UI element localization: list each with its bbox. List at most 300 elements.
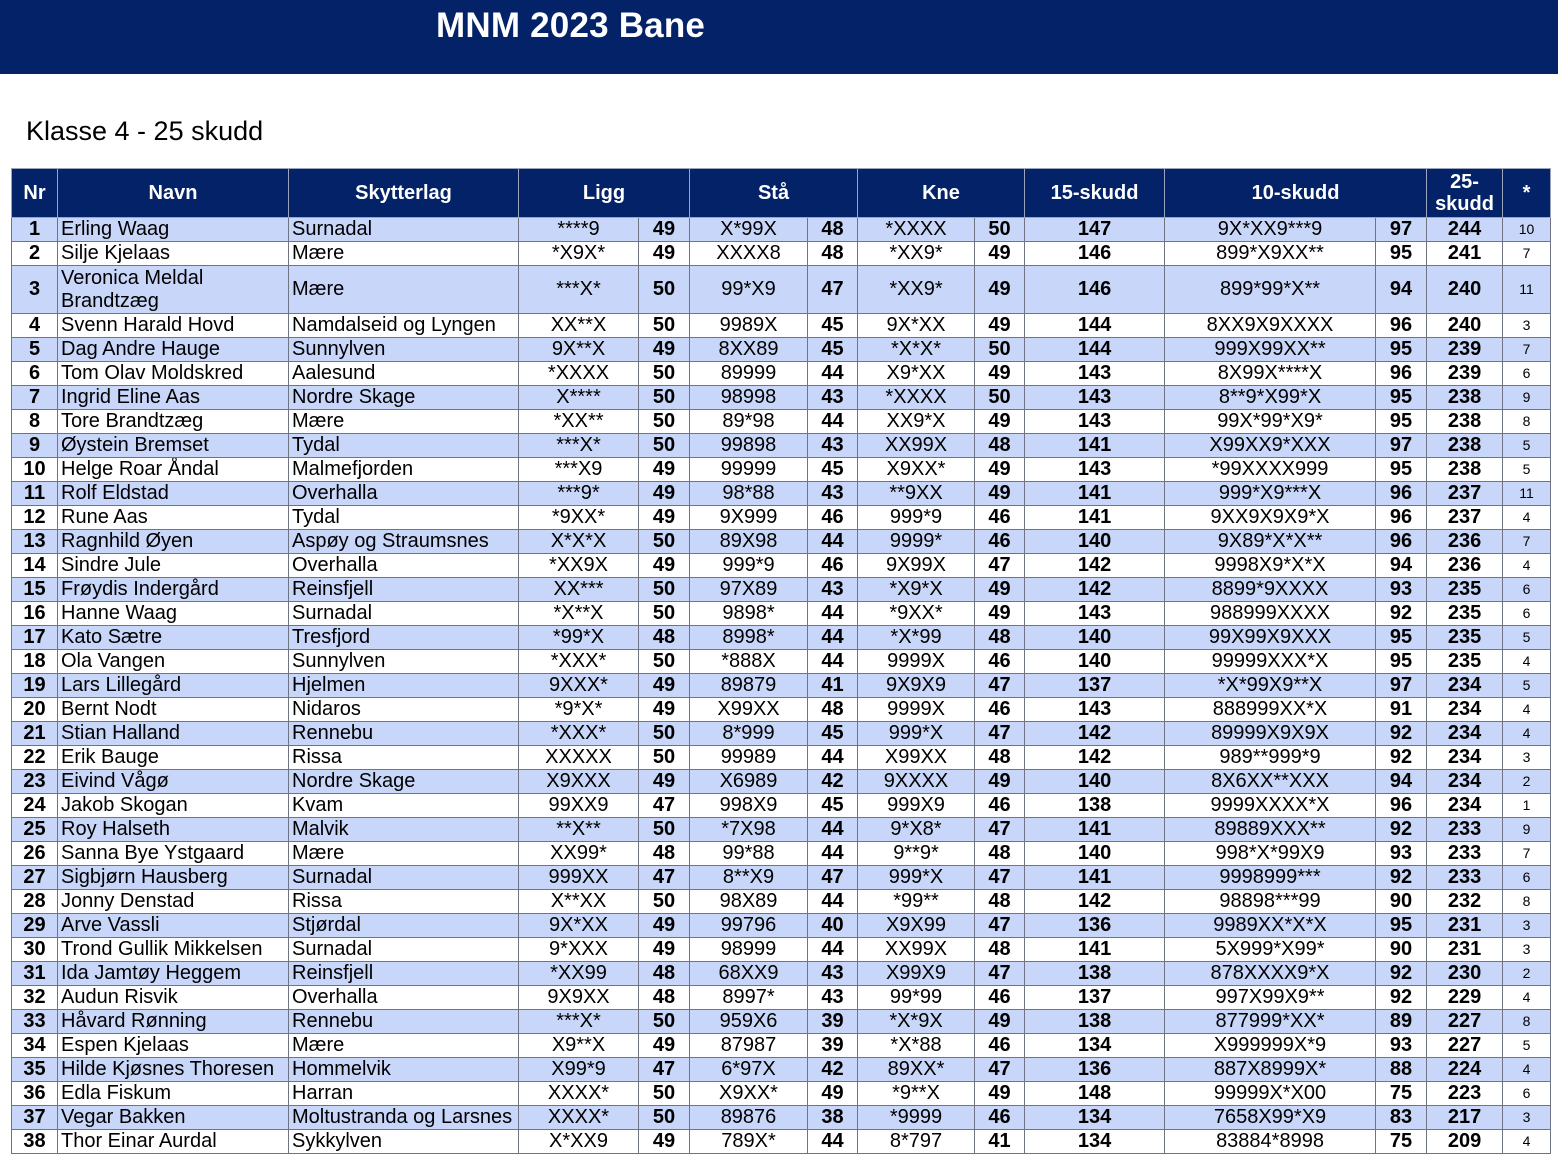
table-row: [12, 890, 1551, 914]
table-row: [12, 698, 1551, 722]
s10-series-cell: *X*99X9**X: [1165, 674, 1376, 698]
club-cell: Overhalla: [289, 482, 519, 506]
kne-sum-cell: 47: [975, 818, 1025, 842]
name-cell: Eivind Vågø: [58, 770, 289, 794]
inner-tens-cell: 6: [1503, 866, 1551, 890]
club-cell: Nordre Skage: [289, 386, 519, 410]
sta-series-cell: XXXX8: [690, 242, 808, 266]
inner-tens-cell: 5: [1503, 434, 1551, 458]
sta-series-cell: 8998*: [690, 626, 808, 650]
s10-sum-cell: 96: [1376, 530, 1427, 554]
inner-tens-cell: 5: [1503, 626, 1551, 650]
rank-cell: 32: [12, 986, 58, 1010]
ligg-sum-cell: 50: [639, 266, 690, 314]
s10-series-cell: 878XXXX9*X: [1165, 962, 1376, 986]
total-15-cell: 134: [1025, 1034, 1165, 1058]
col-header-skytterlag: Skytterlag: [289, 169, 519, 218]
ligg-sum-cell: 49: [639, 1034, 690, 1058]
kne-series-cell: *9999: [858, 1106, 975, 1130]
total-25-cell: 224: [1427, 1058, 1503, 1082]
ligg-sum-cell: 49: [639, 698, 690, 722]
kne-sum-cell: 49: [975, 266, 1025, 314]
name-cell: Helge Roar Åndal: [58, 458, 289, 482]
kne-sum-cell: 46: [975, 698, 1025, 722]
inner-tens-cell: 3: [1503, 314, 1551, 338]
sta-series-cell: 89*98: [690, 410, 808, 434]
club-cell: Surnadal: [289, 938, 519, 962]
kne-sum-cell: 50: [975, 338, 1025, 362]
rank-cell: 35: [12, 1058, 58, 1082]
inner-tens-cell: 6: [1503, 362, 1551, 386]
table-row: [12, 458, 1551, 482]
kne-sum-cell: 47: [975, 722, 1025, 746]
ligg-sum-cell: 50: [639, 722, 690, 746]
inner-tens-cell: 7: [1503, 338, 1551, 362]
sta-series-cell: 8997*: [690, 986, 808, 1010]
name-cell: Sigbjørn Hausberg: [58, 866, 289, 890]
ligg-series-cell: 999XX: [519, 866, 639, 890]
kne-series-cell: *XXXX: [858, 218, 975, 242]
sta-sum-cell: 43: [808, 482, 858, 506]
name-cell: Ida Jamtøy Heggem: [58, 962, 289, 986]
name-cell: Øystein Bremset: [58, 434, 289, 458]
ligg-series-cell: **X**: [519, 818, 639, 842]
ligg-sum-cell: 49: [639, 938, 690, 962]
sta-series-cell: 99999: [690, 458, 808, 482]
s10-series-cell: 8XX9X9XXXX: [1165, 314, 1376, 338]
sta-sum-cell: 45: [808, 722, 858, 746]
kne-series-cell: X9*XX: [858, 362, 975, 386]
total-25-cell: 233: [1427, 842, 1503, 866]
inner-tens-cell: 3: [1503, 1106, 1551, 1130]
rank-cell: 12: [12, 506, 58, 530]
sta-sum-cell: 46: [808, 506, 858, 530]
total-15-cell: 141: [1025, 866, 1165, 890]
s10-sum-cell: 95: [1376, 410, 1427, 434]
rank-cell: 10: [12, 458, 58, 482]
table-row: [12, 266, 1551, 314]
sta-sum-cell: 44: [808, 362, 858, 386]
kne-series-cell: *XX9*: [858, 266, 975, 314]
ligg-sum-cell: 49: [639, 506, 690, 530]
sta-series-cell: 959X6: [690, 1010, 808, 1034]
ligg-series-cell: *9XX*: [519, 506, 639, 530]
club-cell: Malmefjorden: [289, 458, 519, 482]
inner-tens-cell: 8: [1503, 1010, 1551, 1034]
total-15-cell: 144: [1025, 338, 1165, 362]
total-25-cell: 234: [1427, 698, 1503, 722]
s10-sum-cell: 89: [1376, 1010, 1427, 1034]
s10-sum-cell: 96: [1376, 362, 1427, 386]
table-row: [12, 866, 1551, 890]
sta-sum-cell: 42: [808, 1058, 858, 1082]
sta-sum-cell: 39: [808, 1010, 858, 1034]
kne-sum-cell: 46: [975, 1034, 1025, 1058]
s10-sum-cell: 97: [1376, 674, 1427, 698]
kne-sum-cell: 49: [975, 1010, 1025, 1034]
s10-series-cell: 98898***99: [1165, 890, 1376, 914]
ligg-series-cell: 9XXX*: [519, 674, 639, 698]
ligg-sum-cell: 49: [639, 674, 690, 698]
s10-sum-cell: 92: [1376, 746, 1427, 770]
club-cell: Mære: [289, 1034, 519, 1058]
sta-series-cell: 89X98: [690, 530, 808, 554]
ligg-series-cell: 9X**X: [519, 338, 639, 362]
name-cell: Arve Vassli: [58, 914, 289, 938]
club-cell: Mære: [289, 266, 519, 314]
sta-sum-cell: 48: [808, 218, 858, 242]
sta-sum-cell: 41: [808, 674, 858, 698]
total-25-cell: 241: [1427, 242, 1503, 266]
sta-series-cell: 98998: [690, 386, 808, 410]
club-cell: Stjørdal: [289, 914, 519, 938]
inner-tens-cell: 11: [1503, 482, 1551, 506]
club-cell: Hommelvik: [289, 1058, 519, 1082]
inner-tens-cell: 5: [1503, 1034, 1551, 1058]
club-cell: Moltustranda og Larsnes: [289, 1106, 519, 1130]
sta-series-cell: 97X89: [690, 578, 808, 602]
table-row: [12, 938, 1551, 962]
name-cell: Bernt Nodt: [58, 698, 289, 722]
ligg-series-cell: *99*X: [519, 626, 639, 650]
ligg-series-cell: *X**X: [519, 602, 639, 626]
table-row: [12, 1034, 1551, 1058]
s10-series-cell: 99X99X9XXX: [1165, 626, 1376, 650]
s10-sum-cell: 94: [1376, 770, 1427, 794]
s10-sum-cell: 95: [1376, 386, 1427, 410]
club-cell: Tydal: [289, 506, 519, 530]
s10-series-cell: 9998X9*X*X: [1165, 554, 1376, 578]
sta-sum-cell: 44: [808, 842, 858, 866]
total-25-cell: 231: [1427, 914, 1503, 938]
table-row: [12, 722, 1551, 746]
s10-series-cell: 8**9*X99*X: [1165, 386, 1376, 410]
sta-series-cell: 98999: [690, 938, 808, 962]
sta-series-cell: 9X999: [690, 506, 808, 530]
s10-sum-cell: 97: [1376, 218, 1427, 242]
table-row: [12, 218, 1551, 242]
rank-cell: 16: [12, 602, 58, 626]
kne-sum-cell: 49: [975, 1082, 1025, 1106]
total-25-cell: 234: [1427, 746, 1503, 770]
s10-sum-cell: 88: [1376, 1058, 1427, 1082]
ligg-sum-cell: 50: [639, 650, 690, 674]
table-row: [12, 530, 1551, 554]
ligg-sum-cell: 48: [639, 986, 690, 1010]
s10-series-cell: X99XX9*XXX: [1165, 434, 1376, 458]
rank-cell: 36: [12, 1082, 58, 1106]
total-15-cell: 134: [1025, 1130, 1165, 1154]
sta-series-cell: 8XX89: [690, 338, 808, 362]
sta-series-cell: 68XX9: [690, 962, 808, 986]
table-row: [12, 650, 1551, 674]
sta-series-cell: 98*88: [690, 482, 808, 506]
table-row: [12, 986, 1551, 1010]
total-15-cell: 143: [1025, 698, 1165, 722]
club-cell: Sykkylven: [289, 1130, 519, 1154]
inner-tens-cell: 4: [1503, 1130, 1551, 1154]
total-15-cell: 143: [1025, 386, 1165, 410]
rank-cell: 31: [12, 962, 58, 986]
club-cell: Tresfjord: [289, 626, 519, 650]
name-cell: Jakob Skogan: [58, 794, 289, 818]
name-cell: Thor Einar Aurdal: [58, 1130, 289, 1154]
name-cell: Sindre Jule: [58, 554, 289, 578]
inner-tens-cell: 4: [1503, 1058, 1551, 1082]
ligg-sum-cell: 50: [639, 746, 690, 770]
total-25-cell: 239: [1427, 338, 1503, 362]
total-25-cell: 227: [1427, 1010, 1503, 1034]
kne-series-cell: X99X9: [858, 962, 975, 986]
ligg-series-cell: X9XXX: [519, 770, 639, 794]
total-15-cell: 143: [1025, 362, 1165, 386]
inner-tens-cell: 3: [1503, 938, 1551, 962]
rank-cell: 21: [12, 722, 58, 746]
total-15-cell: 143: [1025, 602, 1165, 626]
total-15-cell: 141: [1025, 938, 1165, 962]
club-cell: Sunnylven: [289, 650, 519, 674]
total-25-cell: 239: [1427, 362, 1503, 386]
club-cell: Surnadal: [289, 602, 519, 626]
total-15-cell: 138: [1025, 794, 1165, 818]
s10-series-cell: 89999X9X9X: [1165, 722, 1376, 746]
kne-sum-cell: 41: [975, 1130, 1025, 1154]
club-cell: Mære: [289, 842, 519, 866]
col-header-25-skudd: 25-skudd: [1427, 169, 1503, 218]
kne-series-cell: *X9*X: [858, 578, 975, 602]
name-cell: Dag Andre Hauge: [58, 338, 289, 362]
name-cell: Stian Halland: [58, 722, 289, 746]
inner-tens-cell: 7: [1503, 242, 1551, 266]
rank-cell: 14: [12, 554, 58, 578]
total-25-cell: 237: [1427, 506, 1503, 530]
sta-series-cell: 9898*: [690, 602, 808, 626]
s10-sum-cell: 95: [1376, 650, 1427, 674]
sta-series-cell: 6*97X: [690, 1058, 808, 1082]
ligg-series-cell: X*XX9: [519, 1130, 639, 1154]
kne-series-cell: 999X9: [858, 794, 975, 818]
kne-sum-cell: 47: [975, 866, 1025, 890]
inner-tens-cell: 1: [1503, 794, 1551, 818]
kne-sum-cell: 48: [975, 746, 1025, 770]
kne-sum-cell: 46: [975, 506, 1025, 530]
club-cell: Nidaros: [289, 698, 519, 722]
table-row: [12, 482, 1551, 506]
s10-series-cell: 89889XXX**: [1165, 818, 1376, 842]
rank-cell: 23: [12, 770, 58, 794]
sta-series-cell: X9XX*: [690, 1082, 808, 1106]
kne-series-cell: **9XX: [858, 482, 975, 506]
kne-sum-cell: 50: [975, 218, 1025, 242]
total-15-cell: 142: [1025, 746, 1165, 770]
total-25-cell: 234: [1427, 722, 1503, 746]
kne-sum-cell: 49: [975, 362, 1025, 386]
s10-series-cell: 988999XXXX: [1165, 602, 1376, 626]
ligg-series-cell: *XX9X: [519, 554, 639, 578]
rank-cell: 30: [12, 938, 58, 962]
name-cell: Vegar Bakken: [58, 1106, 289, 1130]
sta-sum-cell: 44: [808, 818, 858, 842]
total-15-cell: 138: [1025, 962, 1165, 986]
inner-tens-cell: 5: [1503, 674, 1551, 698]
kne-sum-cell: 49: [975, 410, 1025, 434]
name-cell: Ragnhild Øyen: [58, 530, 289, 554]
rank-cell: 27: [12, 866, 58, 890]
name-cell: Jonny Denstad: [58, 890, 289, 914]
s10-sum-cell: 94: [1376, 554, 1427, 578]
inner-tens-cell: 4: [1503, 722, 1551, 746]
s10-sum-cell: 96: [1376, 794, 1427, 818]
inner-tens-cell: 11: [1503, 266, 1551, 314]
s10-sum-cell: 95: [1376, 626, 1427, 650]
s10-series-cell: 5X999*X99*: [1165, 938, 1376, 962]
ligg-sum-cell: 49: [639, 914, 690, 938]
kne-series-cell: *XXXX: [858, 386, 975, 410]
sta-sum-cell: 40: [808, 914, 858, 938]
total-25-cell: 237: [1427, 482, 1503, 506]
name-cell: Audun Risvik: [58, 986, 289, 1010]
s10-sum-cell: 92: [1376, 986, 1427, 1010]
s10-sum-cell: 75: [1376, 1130, 1427, 1154]
ligg-series-cell: *X9X*: [519, 242, 639, 266]
rank-cell: 15: [12, 578, 58, 602]
s10-sum-cell: 95: [1376, 458, 1427, 482]
kne-series-cell: X99XX: [858, 746, 975, 770]
kne-series-cell: *X*88: [858, 1034, 975, 1058]
s10-sum-cell: 96: [1376, 482, 1427, 506]
total-25-cell: 235: [1427, 626, 1503, 650]
name-cell: Lars Lillegård: [58, 674, 289, 698]
total-25-cell: 209: [1427, 1130, 1503, 1154]
club-cell: Rennebu: [289, 1010, 519, 1034]
s10-sum-cell: 92: [1376, 722, 1427, 746]
sta-sum-cell: 39: [808, 1034, 858, 1058]
total-15-cell: 141: [1025, 434, 1165, 458]
sta-series-cell: *7X98: [690, 818, 808, 842]
total-15-cell: 137: [1025, 674, 1165, 698]
ligg-series-cell: X****: [519, 386, 639, 410]
inner-tens-cell: 4: [1503, 554, 1551, 578]
s10-series-cell: 8899*9XXXX: [1165, 578, 1376, 602]
sta-sum-cell: 44: [808, 1130, 858, 1154]
s10-sum-cell: 91: [1376, 698, 1427, 722]
name-cell: Rolf Eldstad: [58, 482, 289, 506]
club-cell: Rissa: [289, 746, 519, 770]
inner-tens-cell: 6: [1503, 578, 1551, 602]
sta-sum-cell: 48: [808, 242, 858, 266]
club-cell: Nordre Skage: [289, 770, 519, 794]
rank-cell: 8: [12, 410, 58, 434]
inner-tens-cell: 8: [1503, 410, 1551, 434]
total-15-cell: 148: [1025, 1082, 1165, 1106]
ligg-sum-cell: 49: [639, 458, 690, 482]
kne-series-cell: 9X*XX: [858, 314, 975, 338]
sta-sum-cell: 45: [808, 338, 858, 362]
rank-cell: 24: [12, 794, 58, 818]
club-cell: Reinsfjell: [289, 962, 519, 986]
total-25-cell: 223: [1427, 1082, 1503, 1106]
ligg-series-cell: ***X9: [519, 458, 639, 482]
s10-series-cell: 877999*XX*: [1165, 1010, 1376, 1034]
ligg-series-cell: *XX**: [519, 410, 639, 434]
ligg-series-cell: 99XX9: [519, 794, 639, 818]
ligg-sum-cell: 47: [639, 794, 690, 818]
inner-tens-cell: 5: [1503, 458, 1551, 482]
total-15-cell: 136: [1025, 1058, 1165, 1082]
name-cell: Håvard Rønning: [58, 1010, 289, 1034]
kne-sum-cell: 47: [975, 554, 1025, 578]
ligg-sum-cell: 50: [639, 362, 690, 386]
total-25-cell: 233: [1427, 866, 1503, 890]
kne-sum-cell: 46: [975, 530, 1025, 554]
s10-series-cell: 8X6XX**XXX: [1165, 770, 1376, 794]
kne-series-cell: 9X99X: [858, 554, 975, 578]
total-15-cell: 142: [1025, 578, 1165, 602]
rank-cell: 2: [12, 242, 58, 266]
ligg-sum-cell: 50: [639, 578, 690, 602]
name-cell: Roy Halseth: [58, 818, 289, 842]
table-row: [12, 338, 1551, 362]
rank-cell: 33: [12, 1010, 58, 1034]
sta-sum-cell: 45: [808, 314, 858, 338]
ligg-sum-cell: 50: [639, 434, 690, 458]
club-cell: Mære: [289, 242, 519, 266]
s10-series-cell: 99999X*X00: [1165, 1082, 1376, 1106]
total-15-cell: 140: [1025, 530, 1165, 554]
total-25-cell: 229: [1427, 986, 1503, 1010]
ligg-series-cell: ***X*: [519, 434, 639, 458]
table-row: [12, 1010, 1551, 1034]
col-header-nr: Nr: [12, 169, 58, 218]
ligg-sum-cell: 49: [639, 482, 690, 506]
s10-sum-cell: 95: [1376, 338, 1427, 362]
club-cell: Reinsfjell: [289, 578, 519, 602]
s10-sum-cell: 90: [1376, 890, 1427, 914]
name-cell: Tom Olav Moldskred: [58, 362, 289, 386]
total-25-cell: 238: [1427, 458, 1503, 482]
kne-sum-cell: 49: [975, 314, 1025, 338]
rank-cell: 4: [12, 314, 58, 338]
ligg-series-cell: 9X*XX: [519, 914, 639, 938]
rank-cell: 7: [12, 386, 58, 410]
club-cell: Mære: [289, 410, 519, 434]
rank-cell: 22: [12, 746, 58, 770]
ligg-sum-cell: 50: [639, 1082, 690, 1106]
kne-sum-cell: 49: [975, 578, 1025, 602]
header-row: [12, 169, 1551, 218]
total-15-cell: 136: [1025, 914, 1165, 938]
total-15-cell: 142: [1025, 554, 1165, 578]
s10-sum-cell: 95: [1376, 914, 1427, 938]
sta-sum-cell: 48: [808, 698, 858, 722]
ligg-sum-cell: 49: [639, 1130, 690, 1154]
total-15-cell: 141: [1025, 818, 1165, 842]
total-25-cell: 227: [1427, 1034, 1503, 1058]
name-cell: Silje Kjelaas: [58, 242, 289, 266]
sta-series-cell: 89879: [690, 674, 808, 698]
rank-cell: 11: [12, 482, 58, 506]
page-title: MNM 2023 Bane: [436, 6, 706, 45]
sta-series-cell: X99XX: [690, 698, 808, 722]
sta-sum-cell: 44: [808, 602, 858, 626]
kne-series-cell: 999*9: [858, 506, 975, 530]
table-row: [12, 746, 1551, 770]
inner-tens-cell: 7: [1503, 530, 1551, 554]
ligg-series-cell: X**XX: [519, 890, 639, 914]
kne-series-cell: 999*X: [858, 866, 975, 890]
sta-sum-cell: 44: [808, 890, 858, 914]
table-row: [12, 1058, 1551, 1082]
